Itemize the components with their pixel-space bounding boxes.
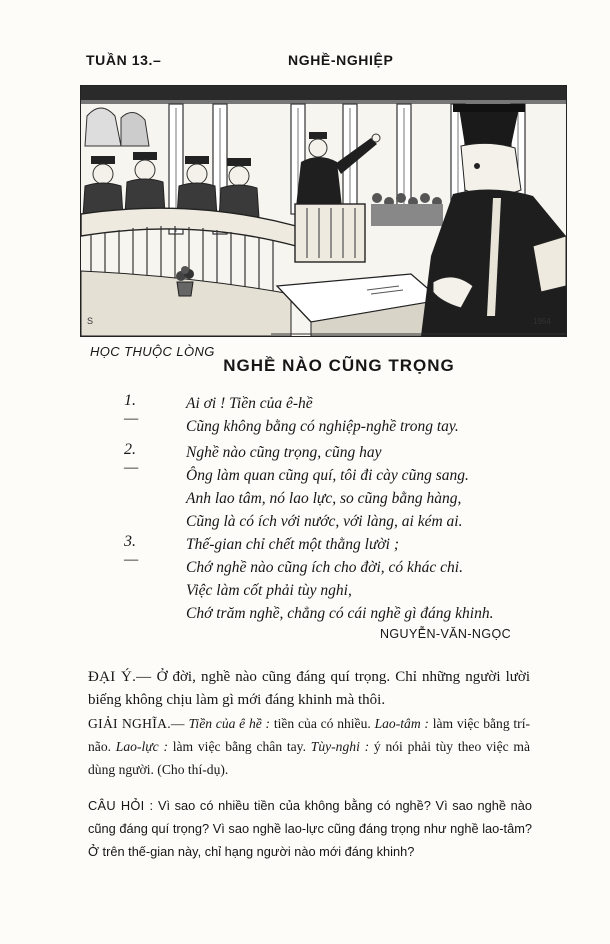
poem-line: Cũng không bằng có nghiệp-nghề trong tay.: [186, 418, 459, 435]
glossary-definition: ý nói phải tùy theo việc mà dùng người. (Cho thí-dụ).: [88, 739, 531, 777]
glossary-label: GIẢI NGHĨA.—: [88, 716, 185, 731]
glossary-term: Lao-lực :: [115, 739, 168, 754]
glossary-term: Lao-tâm :: [374, 716, 429, 731]
week-label: TUẦN 13.–: [86, 52, 162, 68]
poem-line: Nghề nào cũng trọng, cũng hay: [186, 444, 382, 461]
questions-paragraph: [88, 794, 532, 863]
stanza-number: 2.—: [124, 441, 139, 476]
main-idea-paragraph: [88, 666, 530, 712]
glossary-definition: tiền của có nhiều.: [273, 716, 371, 731]
topic-heading: NGHỀ-NGHIỆP: [288, 52, 394, 68]
glossary-term: Tiền của ê hề :: [188, 716, 271, 731]
lesson-type: HỌC THUỘC LÒNG: [90, 344, 215, 359]
poem-line: Anh lao tâm, nó lao lực, so cũng bằng hàng,: [186, 490, 462, 507]
courtroom-illustration: [80, 85, 567, 337]
stanza-number: 3.—: [124, 533, 139, 568]
ceiling-molding: [81, 100, 566, 104]
glossary-term: Tùy-nghi :: [310, 739, 370, 754]
corner-mark-right: 1954: [533, 317, 551, 326]
poem-title: NGHỀ NÀO CŨNG TRỌNG: [223, 356, 455, 375]
audience-bodies: [371, 204, 443, 226]
glossary-definition: làm việc bằng trí-não.: [88, 716, 531, 754]
glossary-definition: làm việc bằng chân tay.: [172, 739, 306, 754]
stanza-number: 1.—: [124, 392, 139, 427]
main-idea-label: ĐẠI Ý.—: [88, 669, 152, 685]
poem-author: NGUYỄN-VĂN-NGỌC: [380, 627, 512, 641]
poem-line: Ông làm quan cũng quí, tôi đi cày cũng sang.: [186, 467, 469, 484]
poem-line: Ai ơi ! Tiền của ê-hề: [186, 395, 313, 412]
sculpture: [85, 108, 121, 146]
poem-line: Việc làm cốt phải tùy nghi,: [186, 582, 352, 599]
corner-mark-left: S: [87, 316, 94, 326]
questions-label: CÂU HỎI :: [88, 798, 154, 813]
poem-line: Chớ trăm nghề, chẳng có cái nghề gì đáng khinh.: [186, 605, 494, 622]
ceiling-beam: [81, 86, 566, 100]
glossary-paragraph: [88, 712, 530, 781]
poem-line: Cũng là có ích với nước, với làng, ai kém ai.: [186, 513, 463, 530]
courtroom-drawing: [81, 86, 566, 336]
poem-line: Thế-gian chỉ chết một thằng lười ;: [186, 536, 400, 553]
questions-text: Vì sao có nhiều tiền của không bằng có nghề? Vì sao nghề nào cũng đáng quí trọng? Vì sao nghề lao-lực cũng đáng trọng như nghề lao-tâm? Ở trên thế-gian này, chỉ hạng người nào mới đáng khinh?: [88, 798, 532, 859]
main-idea-text: Ở đời, nghề nào cũng đáng quí trọng. Chỉ những người lười biếng không chịu làm gì mới đáng khinh mà thôi.: [88, 669, 531, 708]
poem-line: Chớ nghề nào cũng ích cho đời, có khác chi.: [186, 559, 463, 576]
